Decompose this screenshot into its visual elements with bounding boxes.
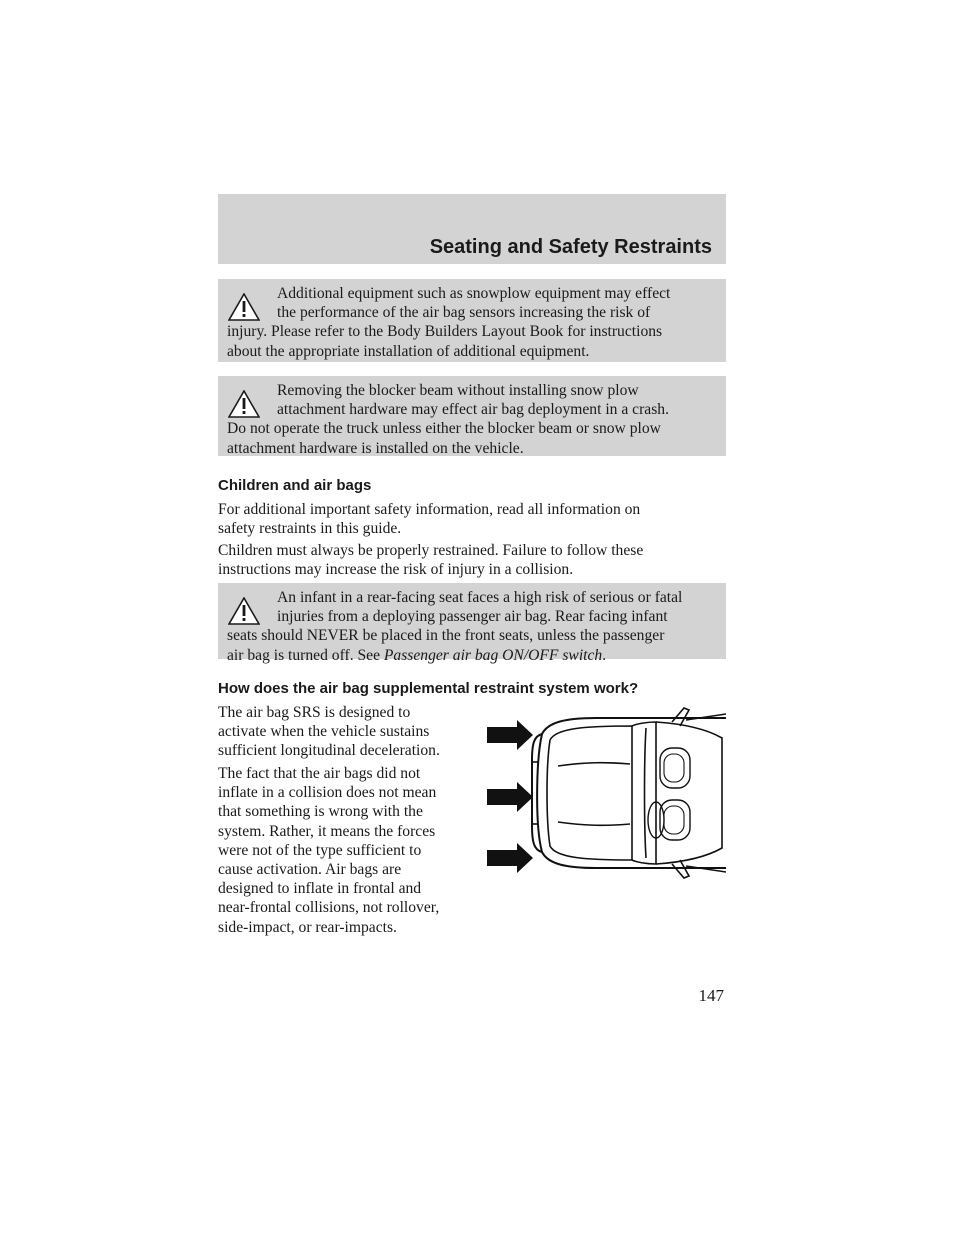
text-line: activate when the vehicle sustains bbox=[218, 723, 430, 741]
page-title: Seating and Safety Restraints bbox=[429, 236, 712, 258]
warning-text-end: . bbox=[602, 646, 607, 664]
body-paragraph bbox=[218, 764, 439, 937]
warning-box bbox=[218, 279, 726, 362]
warning-text-line: Removing the blocker beam without installing snow plow bbox=[277, 382, 639, 399]
text-line: system. Rather, it means the forces bbox=[218, 822, 436, 840]
text-line: that something is wrong with the bbox=[218, 803, 423, 821]
text-line: The fact that the air bags did not bbox=[218, 765, 421, 782]
section-header bbox=[218, 194, 726, 264]
warning-icon bbox=[228, 597, 260, 625]
warning-box bbox=[218, 583, 726, 664]
text-line: near-frontal collisions, not rollover, bbox=[218, 899, 440, 917]
warning-text-line: about the appropriate installation of additional equipment. bbox=[227, 342, 590, 360]
warning-text-line: injury. Please refer to the Body Builders Layout Book for instructions bbox=[227, 323, 663, 341]
warning-text-line: Do not operate the truck unless either the blocker beam or snow plow bbox=[227, 420, 661, 438]
car-frontal-impact-icon bbox=[486, 700, 726, 886]
warning-icon bbox=[228, 293, 260, 321]
text-line: designed to inflate in frontal and bbox=[218, 880, 422, 898]
text-line: instructions may increase the risk of injury in a collision. bbox=[218, 561, 574, 579]
warning-text: air bag is turned off. See bbox=[227, 646, 384, 664]
text-line: The air bag SRS is designed to bbox=[218, 704, 411, 721]
warning-box bbox=[218, 376, 726, 456]
body-paragraph bbox=[218, 541, 643, 579]
text-line: safety restraints in this guide. bbox=[218, 520, 402, 538]
warning-icon bbox=[228, 390, 260, 418]
warning-text-line: attachment hardware is installed on the vehicle. bbox=[227, 439, 524, 457]
text-line: inflate in a collision does not mean bbox=[218, 784, 437, 802]
text-line: cause activation. Air bags are bbox=[218, 861, 402, 879]
page-number: 147 bbox=[698, 986, 724, 1005]
text-line: sufficient longitudinal deceleration. bbox=[218, 742, 440, 760]
warning-text-line: injuries from a deploying passenger air bag. Rear facing infant bbox=[277, 608, 668, 626]
cross-reference: Passenger air bag ON/OFF switch bbox=[383, 646, 603, 664]
body-paragraph bbox=[218, 703, 440, 761]
warning-text-line: An infant in a rear-facing seat faces a high risk of serious or fatal bbox=[277, 589, 683, 606]
text-line: were not of the type sufficient to bbox=[218, 841, 422, 859]
body-paragraph bbox=[218, 500, 640, 538]
text-line: Children must always be properly restrained. Failure to follow these bbox=[218, 542, 644, 559]
text-line: side-impact, or rear-impacts. bbox=[218, 918, 397, 936]
warning-text-line: seats should NEVER be placed in the front seats, unless the passenger bbox=[227, 627, 665, 645]
warning-text-line: the performance of the air bag sensors increasing the risk of bbox=[277, 304, 651, 322]
warning-text-line: attachment hardware may effect air bag deployment in a crash. bbox=[277, 401, 669, 419]
warning-text-line bbox=[227, 646, 718, 665]
warning-text-line: Additional equipment such as snowplow equipment may effect bbox=[277, 285, 671, 302]
section-heading: Children and air bags bbox=[218, 477, 372, 494]
section-heading: How does the air bag supplemental restraint system work? bbox=[218, 680, 639, 697]
text-line: For additional important safety information, read all information on bbox=[218, 501, 641, 518]
